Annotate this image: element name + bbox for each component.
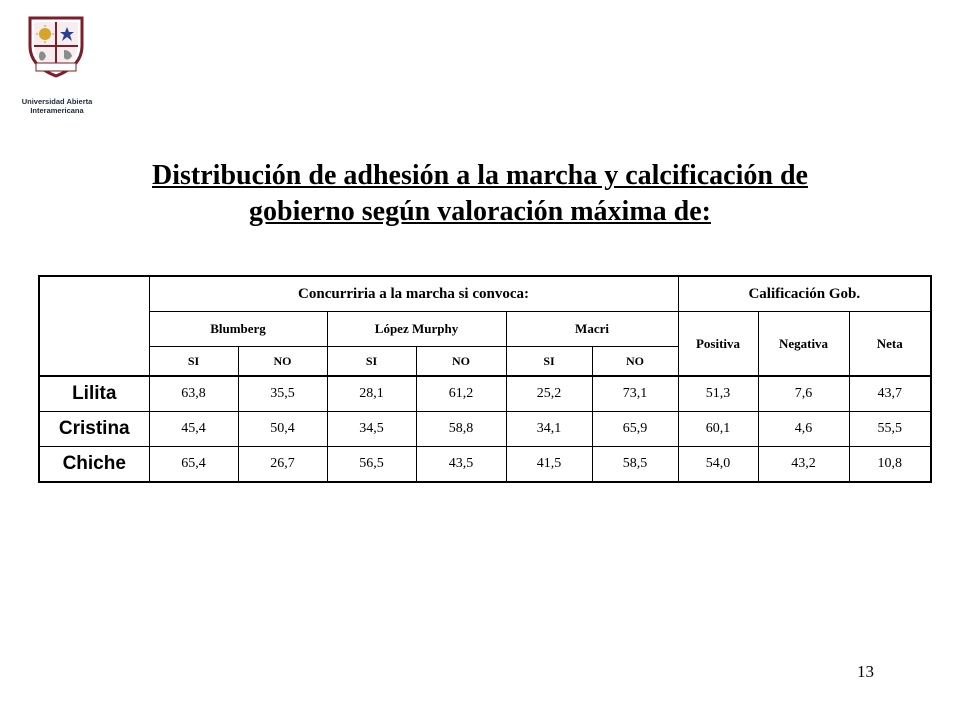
row-label: Cristina [39,412,149,447]
row-label: Chiche [39,447,149,483]
table-cell: 54,0 [678,447,758,483]
table-row [39,447,931,483]
table-cell: 43,7 [849,376,931,412]
candidate-header: López Murphy [327,312,506,347]
sub-header-no: NO [592,347,678,377]
table-cell: 7,6 [758,376,849,412]
sub-header-si: SI [327,347,416,377]
table-cell: 28,1 [327,376,416,412]
sub-header-si: SI [506,347,592,377]
table-cell: 45,4 [149,412,238,447]
table-row [39,412,931,447]
logo-text-line2: Interamericana [30,106,84,115]
table-cell: 35,5 [238,376,327,412]
table-cell: 58,5 [592,447,678,483]
marcha-group-header: Concurriria a la marcha si convoca: [149,276,678,312]
table-row [39,376,931,412]
table-cell: 34,5 [327,412,416,447]
table-cell: 26,7 [238,447,327,483]
table-cell: 61,2 [416,376,506,412]
sub-header-no: NO [416,347,506,377]
title-line-2: gobierno según valoración máxima de: [249,196,711,227]
university-shield-icon [28,16,84,78]
logo-text-line1: Universidad Abierta [21,97,93,106]
calif-header-positiva: Positiva [678,312,758,377]
calificacion-group-header: Calificación Gob. [678,276,931,312]
calif-header-neta: Neta [849,312,931,377]
table-cell: 43,2 [758,447,849,483]
table-cell: 56,5 [327,447,416,483]
header-row-2 [39,312,931,347]
table-cell: 73,1 [592,376,678,412]
page-title [80,158,880,230]
candidate-header: Macri [506,312,678,347]
page-number: 13 [857,662,874,681]
table-cell: 65,4 [149,447,238,483]
header-row-1 [39,276,931,312]
table-cell: 63,8 [149,376,238,412]
table-cell: 34,1 [506,412,592,447]
university-logo [16,16,98,115]
table-cell: 65,9 [592,412,678,447]
table-cell: 43,5 [416,447,506,483]
sub-header-si: SI [149,347,238,377]
table-cell: 10,8 [849,447,931,483]
table-cell: 60,1 [678,412,758,447]
candidate-header: Blumberg [149,312,327,347]
table-cell: 50,4 [238,412,327,447]
table-cell: 55,5 [849,412,931,447]
table-cell: 4,6 [758,412,849,447]
empty-corner-cell [39,276,149,376]
calif-header-negativa: Negativa [758,312,849,377]
table-cell: 51,3 [678,376,758,412]
data-table [38,275,932,483]
sub-header-no: NO [238,347,327,377]
table-cell: 41,5 [506,447,592,483]
table-cell: 25,2 [506,376,592,412]
title-line-1: Distribución de adhesión a la marcha y calcificación de [152,160,808,191]
table-cell: 58,8 [416,412,506,447]
row-label: Lilita [39,376,149,412]
